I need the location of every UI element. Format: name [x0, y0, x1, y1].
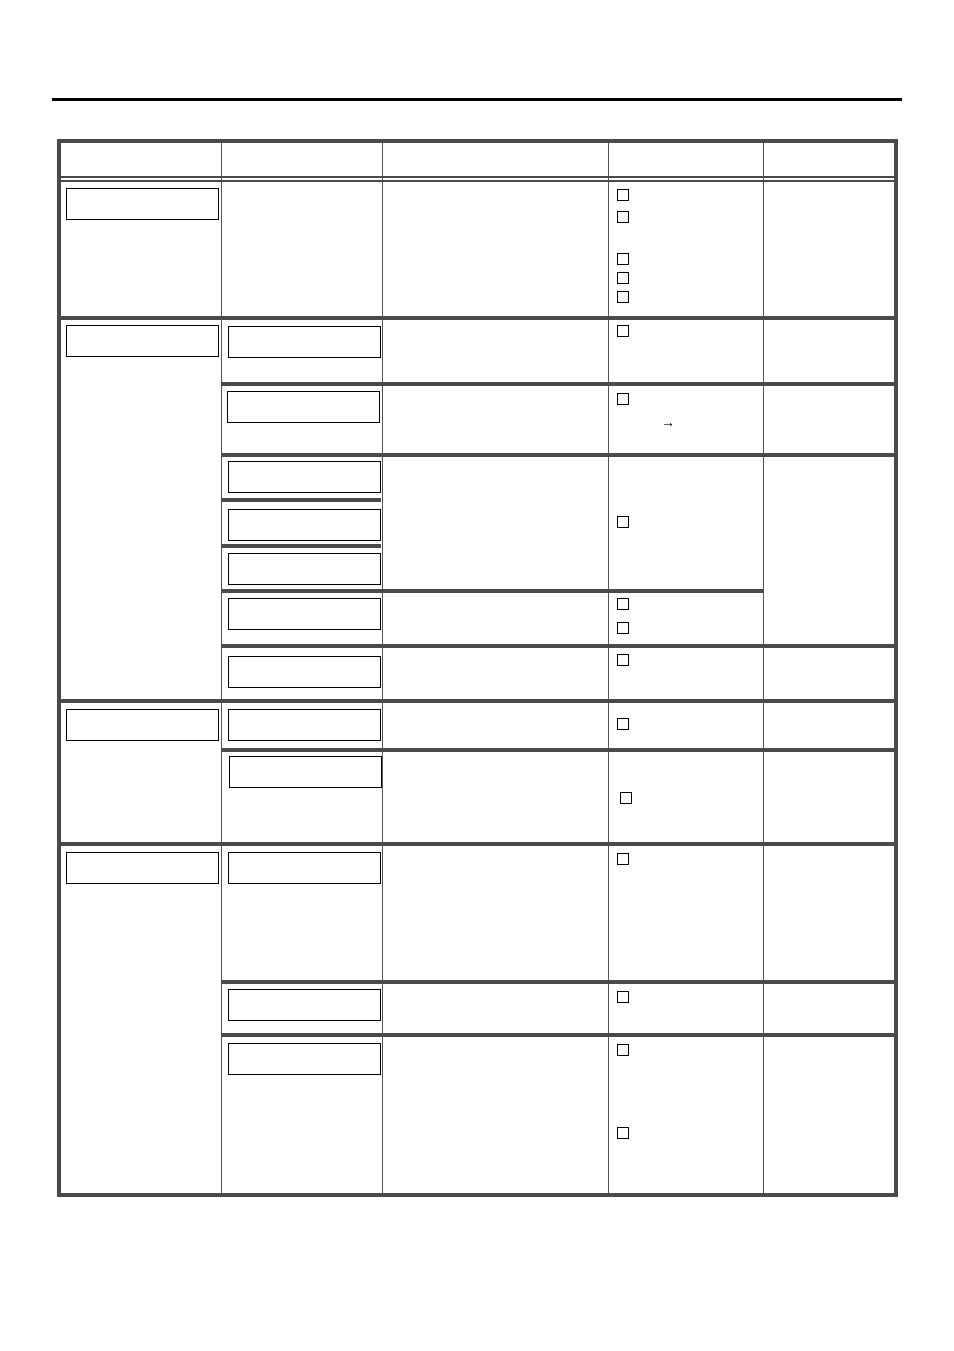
row-rule [221, 498, 381, 502]
right-arrow-icon: → [661, 414, 675, 430]
item-label-box [228, 989, 381, 1021]
section-label-box [66, 852, 219, 884]
checkbox-icon[interactable] [617, 325, 629, 337]
item-label-box [228, 852, 381, 884]
section-label-box [66, 709, 219, 741]
checkbox-icon[interactable] [617, 253, 629, 265]
item-label-box [228, 1043, 381, 1075]
checkbox-icon[interactable] [617, 291, 629, 303]
item-label-box [228, 709, 381, 741]
checkbox-icon[interactable] [617, 598, 629, 610]
row-rule [221, 1033, 894, 1037]
row-rule [221, 382, 894, 386]
item-label-box [229, 756, 382, 788]
item-label-box [228, 553, 381, 585]
checkbox-icon[interactable] [617, 1044, 629, 1056]
row-rule [221, 453, 894, 457]
top-rule [52, 98, 902, 101]
checkbox-icon[interactable] [617, 189, 629, 201]
section-rule-3 [61, 699, 894, 703]
item-label-box [228, 509, 381, 541]
checkbox-icon[interactable] [617, 622, 629, 634]
row-rule [221, 980, 894, 984]
checkbox-icon[interactable] [617, 211, 629, 223]
checkbox-icon[interactable] [617, 654, 629, 666]
checkbox-icon[interactable] [617, 393, 629, 405]
checkbox-icon[interactable] [617, 1127, 629, 1139]
item-label-box [228, 598, 381, 630]
row-rule [221, 589, 763, 593]
checkbox-icon[interactable] [617, 991, 629, 1003]
section-rule-2 [61, 316, 894, 320]
item-label-box [228, 656, 381, 688]
checkbox-icon[interactable] [617, 516, 629, 528]
row-rule [221, 748, 894, 752]
item-label-box [228, 461, 381, 493]
checkbox-icon[interactable] [617, 718, 629, 730]
section-label-box [66, 325, 219, 357]
header-rule-2 [61, 180, 894, 182]
row-rule [221, 644, 894, 648]
header-rule [61, 176, 894, 178]
row-rule [221, 544, 381, 548]
section-rule-4 [61, 842, 894, 846]
checkbox-icon[interactable] [620, 792, 632, 804]
section-label-box [66, 188, 219, 220]
checklist-table [57, 139, 898, 1197]
checkbox-icon[interactable] [617, 272, 629, 284]
checkbox-icon[interactable] [617, 853, 629, 865]
item-label-box [227, 391, 380, 423]
item-label-box [228, 326, 381, 358]
